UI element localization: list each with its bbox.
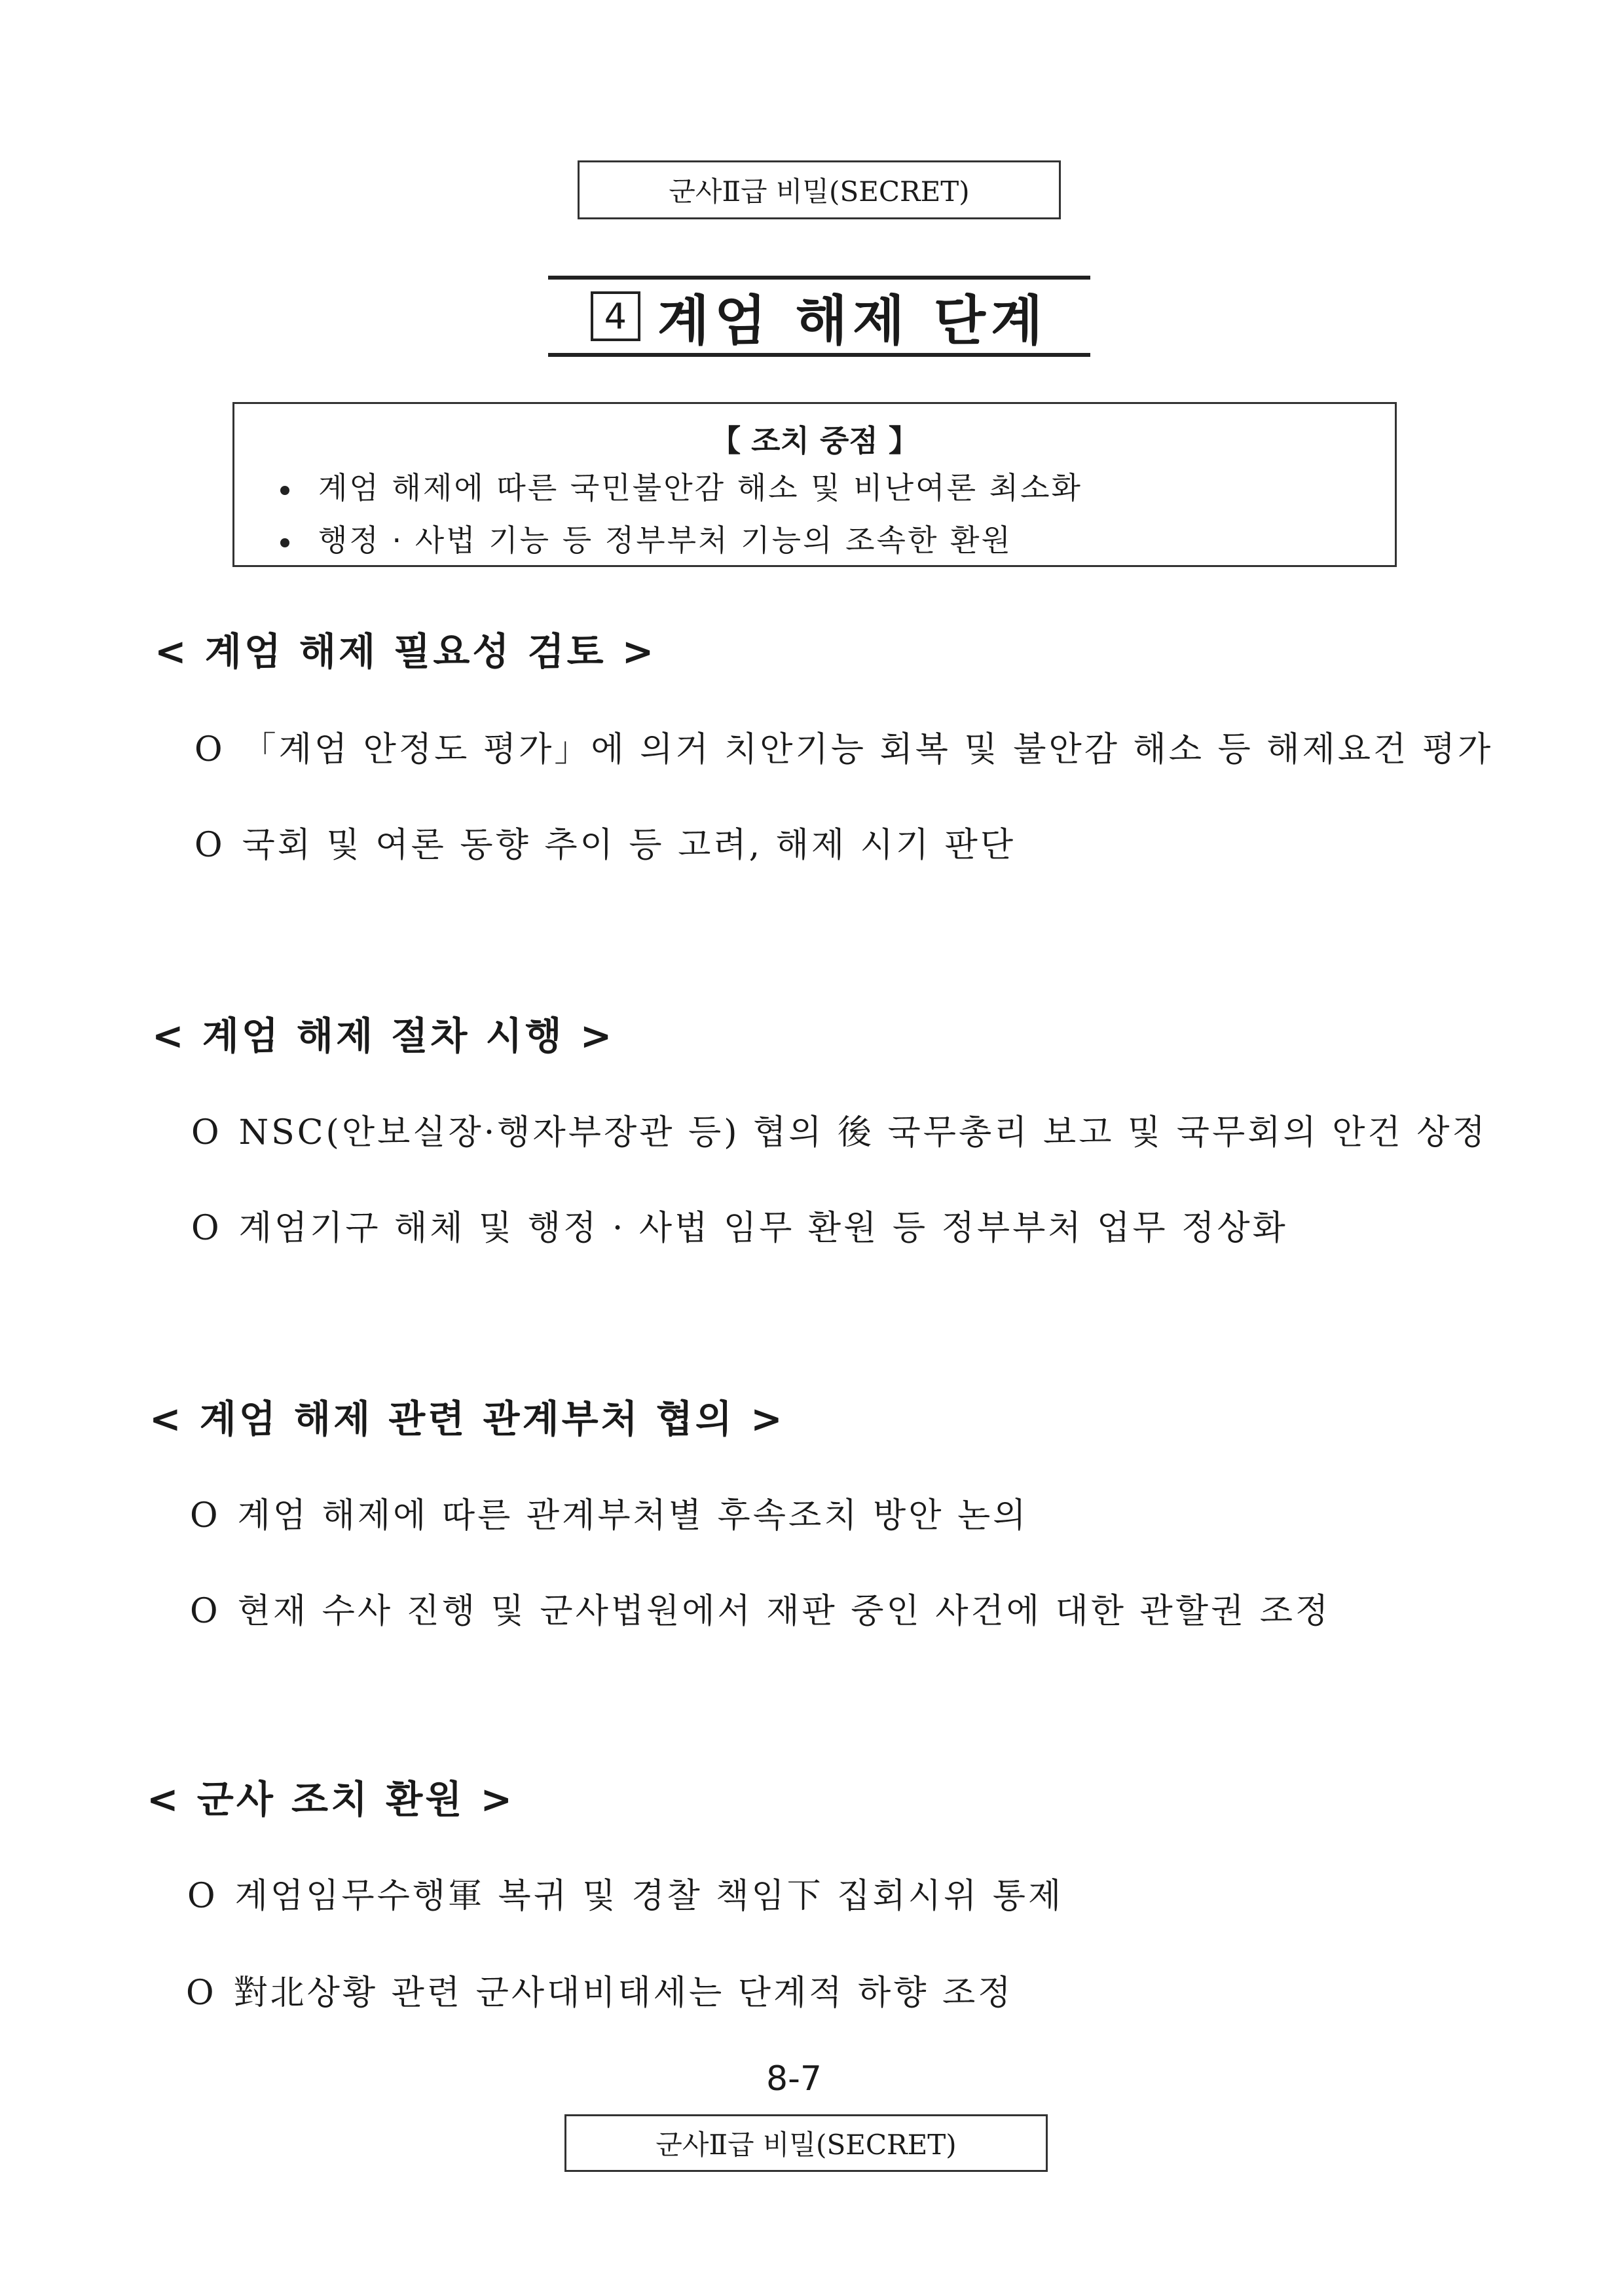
focus-title: 【 조치 중점 】: [710, 423, 919, 458]
section-number: 4: [591, 291, 640, 341]
bullet-marker: O: [186, 1974, 217, 2013]
bullet-marker: O: [194, 730, 225, 769]
focus-item-text: 계엄 해제에 따른 국민불안감 해소 및 비난여론 최소화: [318, 470, 1082, 505]
focus-item: [280, 464, 1082, 507]
list-item: [186, 1965, 1013, 2014]
bullet-marker: O: [194, 826, 225, 865]
bullet-marker: O: [190, 1496, 221, 1535]
section-heading: < 계엄 해제 절차 시행 >: [152, 1014, 615, 1058]
bullet-marker: O: [187, 1877, 218, 1916]
section-heading: < 계엄 해제 필요성 검토 >: [155, 629, 657, 674]
item-text: 對北상황 관련 군사대비태세는 단계적 하향 조정: [233, 1974, 1014, 2013]
section-heading: < 군사 조치 환원 >: [147, 1777, 515, 1822]
page-number: 8-7: [766, 2059, 822, 2099]
section-heading: < 계엄 해제 관련 관계부처 협의 >: [149, 1397, 785, 1441]
item-text: NSC(안보실장·행자부장관 등) 협의 後 국무총리 보고 및 국무회의 안건 상정: [238, 1113, 1488, 1152]
item-text: 계엄 해제에 따른 관계부처별 후속조치 방안 논의: [237, 1496, 1029, 1535]
bullet-marker: O: [190, 1592, 221, 1631]
list-item: [190, 1488, 1028, 1537]
list-item: [191, 1200, 1288, 1249]
page-title: [548, 276, 1090, 357]
classification-bottom: 군사Ⅱ급 비밀(SECRET): [564, 2114, 1048, 2172]
item-text: 현재 수사 진행 및 군사법원에서 재판 중인 사건에 대한 관할권 조정: [237, 1592, 1331, 1631]
list-item: [190, 1583, 1331, 1632]
list-item: [187, 1868, 1063, 1917]
item-text: 국회 및 여론 동향 추이 등 고려, 해제 시기 판단: [242, 826, 1016, 865]
item-text: 계엄기구 해체 및 행정 · 사법 임무 환원 등 정부부처 업무 정상화: [238, 1209, 1288, 1248]
item-text: 「계엄 안정도 평가」에 의거 치안기능 회복 및 불안감 해소 등 해제요건 평가: [242, 730, 1494, 769]
title-text: 계엄 해제 단계: [657, 289, 1048, 352]
list-item: [194, 722, 1493, 771]
bullet-icon: [280, 538, 289, 547]
bullet-marker: O: [191, 1209, 222, 1248]
bullet-icon: [280, 486, 289, 495]
bullet-marker: O: [191, 1113, 222, 1152]
classification-top: 군사Ⅱ급 비밀(SECRET): [578, 160, 1061, 219]
focus-item-text: 행정 · 사법 기능 등 정부부처 기능의 조속한 환원: [318, 523, 1012, 558]
item-text: 계엄임무수행軍 복귀 및 경찰 책임下 집회시위 통제: [234, 1877, 1064, 1916]
action-focus-box: [232, 402, 1397, 567]
list-item: [194, 817, 1016, 866]
focus-item: [280, 517, 1012, 560]
list-item: [191, 1105, 1488, 1154]
